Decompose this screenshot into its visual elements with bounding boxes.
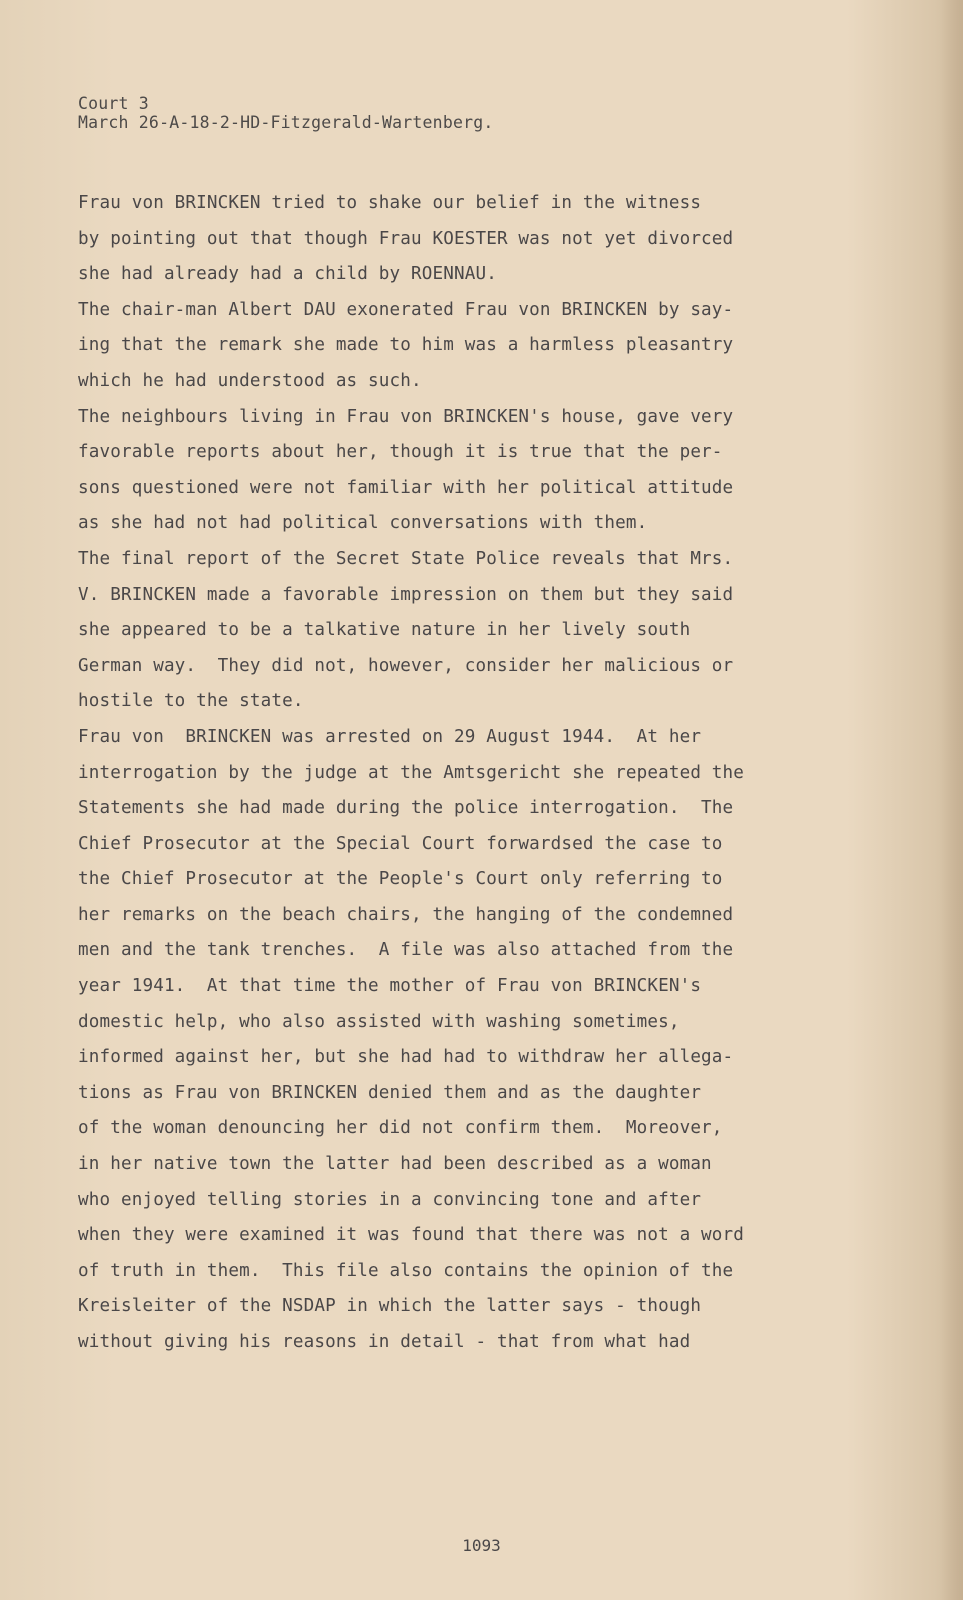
body-line: sons questioned were not familiar with her political attitude <box>78 477 734 498</box>
body-line: hostile to the state. <box>78 691 304 712</box>
body-line: Frau von BRINCKEN was arrested on 29 August 1944. At her <box>78 726 702 747</box>
body-line: of the woman denouncing her did not confirm them. Moreover, <box>78 1118 723 1139</box>
body-line: of truth in them. This file also contains the opinion of the <box>78 1260 734 1281</box>
body-line: Kreisleiter of the NSDAP in which the latter says - though <box>78 1296 702 1317</box>
document-header <box>78 94 494 132</box>
header-court: Court 3 <box>78 94 149 113</box>
header-case-reference: March 26-A-18-2-HD-Fitzgerald-Wartenberg. <box>78 113 494 132</box>
body-line: Chief Prosecutor at the Special Court forwardsed the case to <box>78 833 723 854</box>
body-line: the Chief Prosecutor at the People's Court only referring to <box>78 869 723 890</box>
body-line: V. BRINCKEN made a favorable impression on them but they said <box>78 584 734 605</box>
body-line: as she had not had political conversations with them. <box>78 513 648 534</box>
body-line: she appeared to be a talkative nature in her lively south <box>78 620 691 641</box>
body-line: Statements she had made during the police interrogation. The <box>78 798 734 819</box>
body-line: by pointing out that though Frau KOESTER was not yet divorced <box>78 228 734 249</box>
body-line: her remarks on the beach chairs, the hanging of the condemned <box>78 904 734 925</box>
body-line: The final report of the Secret State Police reveals that Mrs. <box>78 548 734 569</box>
body-line: without giving his reasons in detail - that from what had <box>78 1332 691 1352</box>
body-line: which he had understood as such. <box>78 370 422 391</box>
body-line: who enjoyed telling stories in a convincing tone and after <box>78 1189 702 1210</box>
page-number: 1093 <box>462 1536 501 1555</box>
body-line: The neighbours living in Frau von BRINCKEN's house, gave very <box>78 406 734 427</box>
body-line: German way. They did not, however, consider her malicious or <box>78 655 734 676</box>
body-line: year 1941. At that time the mother of Frau von BRINCKEN's <box>78 976 702 997</box>
body-line: interrogation by the judge at the Amtsgericht she repeated the <box>78 762 745 783</box>
body-line: The chair-man Albert DAU exonerated Frau von BRINCKEN by say- <box>78 299 734 320</box>
page-edge-shadow <box>941 0 963 1600</box>
body-line: ing that the remark she made to him was a harmless pleasantry <box>78 335 734 356</box>
body-line: informed against her, but she had had to withdraw her allega- <box>78 1047 734 1068</box>
body-line: when they were examined it was found that there was not a word <box>78 1225 745 1246</box>
body-line: in her native town the latter had been described as a woman <box>78 1154 712 1175</box>
body-line: domestic help, who also assisted with washing sometimes, <box>78 1011 680 1032</box>
body-line: men and the tank trenches. A file was also attached from the <box>78 940 734 961</box>
body-line: Frau von BRINCKEN tried to shake our belief in the witness <box>78 193 702 213</box>
body-line: favorable reports about her, though it is true that the per- <box>78 442 723 463</box>
body-line: tions as Frau von BRINCKEN denied them and as the daughter <box>78 1082 702 1103</box>
document-body <box>78 186 928 1361</box>
body-line: she had already had a child by ROENNAU. <box>78 264 497 285</box>
